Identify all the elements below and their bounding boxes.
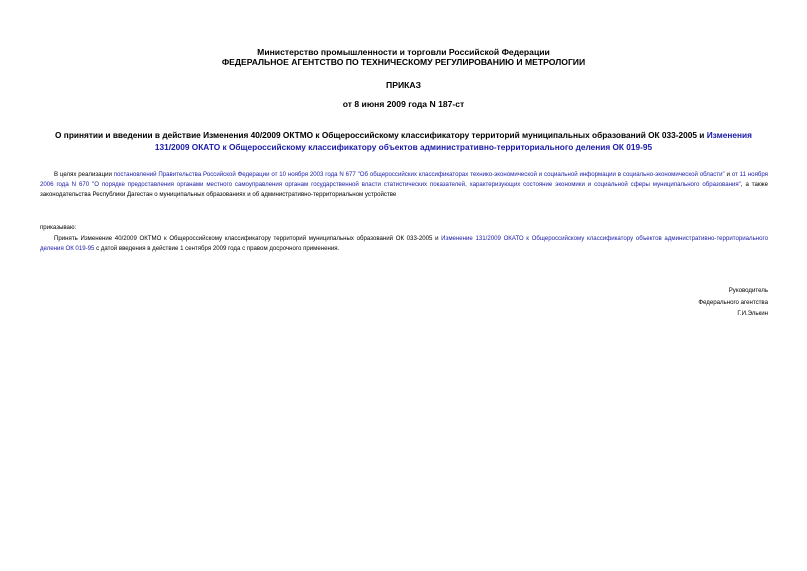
order-text-1: Принять Изменение 40/2009 ОКТМО к Общероссийскому классификатору территорий муниципальных образований ОК 033-2005 и bbox=[54, 235, 442, 242]
preamble-paragraph bbox=[40, 170, 768, 201]
order-paragraph bbox=[40, 234, 768, 254]
doc-date-number: от 8 июня 2009 года N 187-ст bbox=[342, 99, 465, 109]
preamble-link-resolution-677[interactable]: постановлений Правительства Российской Федерации от 10 ноября 2003 года N 677 "Об общероссийских классификаторах технико-экономической и социальной информации в социально-экономической области" bbox=[113, 171, 725, 178]
signature-block bbox=[698, 285, 768, 320]
preamble-text-1: В целях реализации bbox=[54, 171, 114, 178]
signature-name: Г.И.Элькин bbox=[737, 310, 768, 318]
title-text: О принятии и введении в действие Изменения 40/2009 ОКТМО к Общероссийскому классификатору территорий муниципальных образований ОК 033-2005 и bbox=[55, 130, 705, 140]
ministry-name: Министерство промышленности и торговли Российской Федерации bbox=[257, 47, 550, 57]
signature-agency: Федерального агентства bbox=[698, 298, 768, 306]
doc-title bbox=[40, 130, 767, 153]
preamble-link-resolution-670[interactable]: от 11 ноября 2006 года N 670 "О порядке предоставления органами местного самоуправления органам государственной власти статистических показателей, характеризующих состояние экономики и социальной сферы муниципального образования" bbox=[40, 171, 768, 189]
title-link-okato-change[interactable]: Изменения 131/2009 ОКАТО к Общероссийскому классификатору объектов административно-территориального деления ОК 019-95 bbox=[154, 130, 752, 152]
order-link-okato-change[interactable]: Изменение 131/2009 ОКАТО к Общероссийскому классификатору объектов административно-территориального деления ОК 019-95 bbox=[40, 235, 768, 253]
agency-name: ФЕДЕРАЛЬНОЕ АГЕНТСТВО ПО ТЕХНИЧЕСКОМУ РЕГУЛИРОВАНИЮ И МЕТРОЛОГИИ bbox=[221, 57, 586, 67]
order-word: приказываю: bbox=[40, 224, 77, 231]
signature-position: Руководитель bbox=[728, 287, 768, 294]
preamble-text-3: , а также законодательства Республики Дагестан о муниципальных образованиях и об административно-территориальном устройстве bbox=[40, 181, 768, 199]
doc-type: ПРИКАЗ bbox=[386, 80, 421, 90]
preamble-text-2: и bbox=[724, 171, 732, 178]
order-text-2: с датой введения в действие 1 сентября 2009 года с правом досрочного применения. bbox=[94, 245, 340, 253]
